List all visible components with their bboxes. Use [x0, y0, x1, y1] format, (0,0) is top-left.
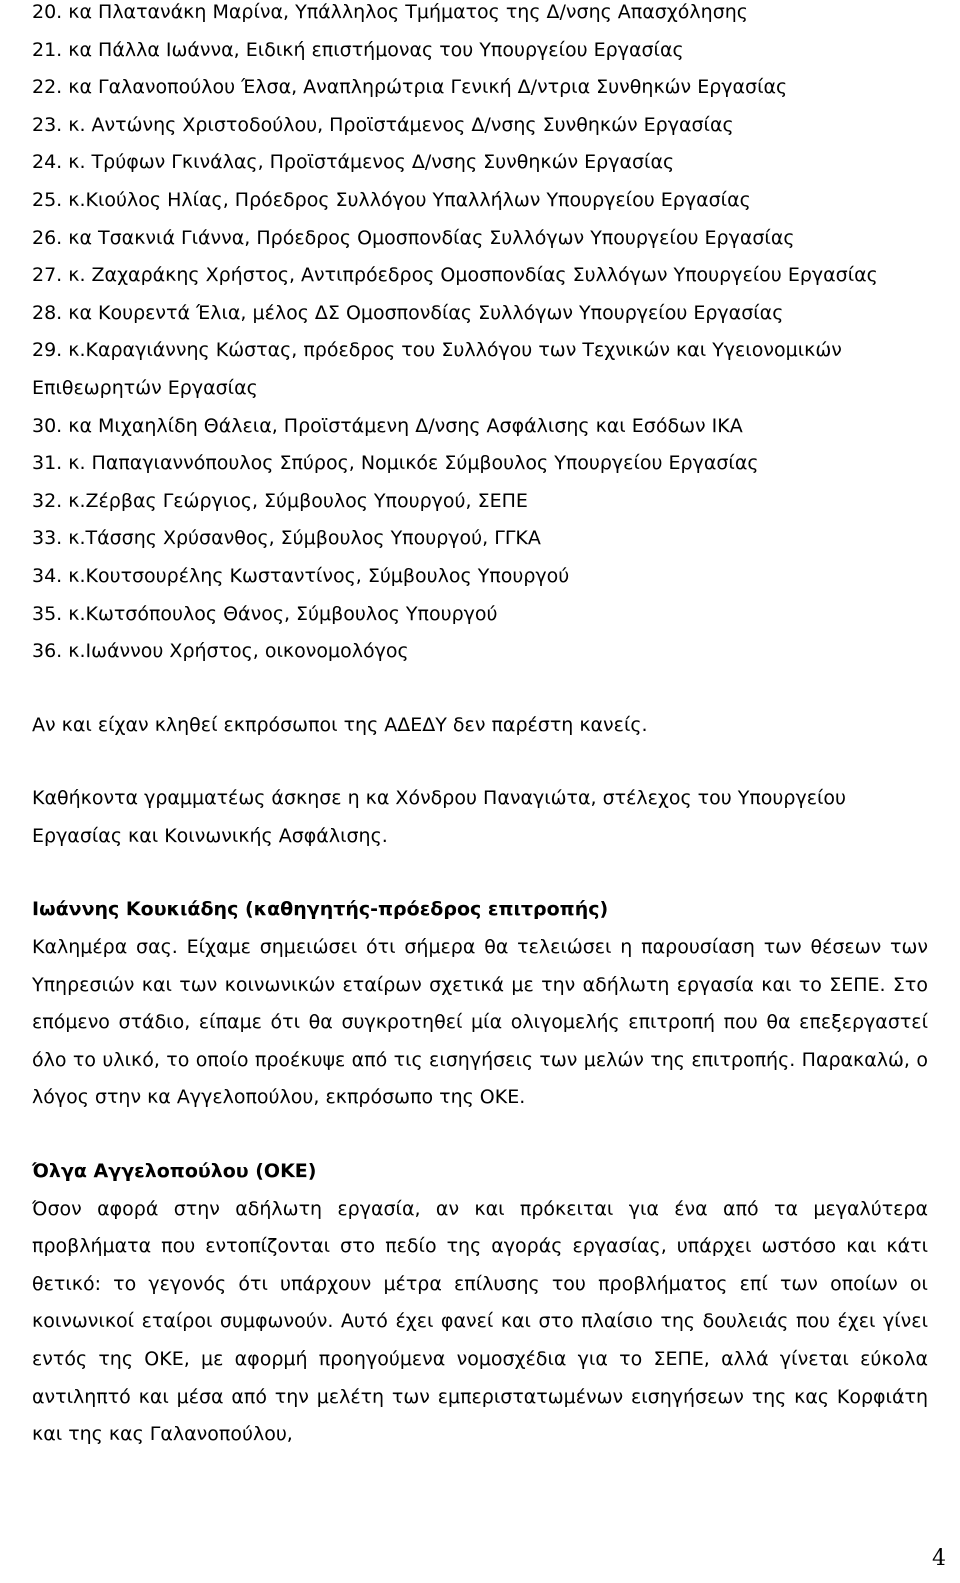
list-item: 23. κ. Αντώνης Χριστοδούλου, Προϊστάμενος Δ/νσης Συνθηκών Εργασίας: [32, 113, 734, 136]
attendee-list: [32, 0, 928, 671]
list-item: 35. κ.Κωτσόπουλος Θάνος, Σύμβουλος Υπουργού: [32, 602, 498, 625]
page-number: 4: [932, 1546, 946, 1571]
list-item: 27. κ. Ζαχαράκης Χρήστος, Αντιπρόεδρος Ομοσπονδίας Συλλόγων Υπουργείου Εργασίας: [32, 264, 878, 287]
speaker-text: Όσον αφορά στην αδήλωτη εργασία, αν και πρόκειται για ένα από τα μεγαλύτερα προβλήματα που εντοπίζονται στο πεδίο της αγοράς εργασίας, υπάρχει ωστόσο και κάτι θετικό: το γεγονός ότι υπάρχουν μέτρα επίλυσης του προβλήματος επί των οποίων οι κοινωνικοί εταίροι συμφωνούν. Αυτό έχει φανεί και στο πλαίσιο της δουλειάς που έχει γίνει εντός της ΟΚΕ, με αφορμή προηγούμενα νομοσχέδια για το ΣΕΠΕ, αλλά γίνεται εύκολα αντιληπτό και μέσα από την μελέτη των εμπεριστατωμένων εισηγήσεων της κας Κορφιάτη και της κας Γαλανοπούλου,: [32, 1197, 928, 1446]
list-item: 21. κα Πάλλα Ιωάννα, Ειδική επιστήμονας του Υπουργείου Εργασίας: [32, 38, 684, 61]
list-item: 31. κ. Παπαγιαννόπουλος Σπύρος, Νομικόε Σύμβουλος Υπουργείου Εργασίας: [32, 452, 759, 475]
list-item: 29. κ.Καραγιάννης Κώστας, πρόεδρος του Συλλόγου των Τεχνικών και Υγειονομικών Επιθεωρητών Εργασίας: [32, 339, 842, 399]
note-secretary: Καθήκοντα γραμματέως άσκησε η κα Χόνδρου Παναγιώτα, στέλεχος του Υπουργείου Εργασίας και Κοινωνικής Ασφάλισης.: [32, 787, 847, 847]
list-item: 30. κα Μιχαηλίδη Θάλεια, Προϊστάμενη Δ/νσης Ασφάλισης και Εσόδων ΙΚΑ: [32, 414, 743, 437]
note-absent: Αν και είχαν κληθεί εκπρόσωποι της ΑΔΕΔΥ δεν παρέστη κανείς.: [32, 713, 648, 736]
list-item: 25. κ.Κιούλος Ηλίας, Πρόεδρος Συλλόγου Υπαλλήλων Υπουργείου Εργασίας: [32, 188, 751, 211]
list-item: 26. κα Τσακνιά Γιάννα, Πρόεδρος Ομοσπονδίας Συλλόγων Υπουργείου Εργασίας: [32, 226, 795, 249]
document-page: [32, 0, 928, 1454]
speaker-text: Καλημέρα σας. Είχαμε σημειώσει ότι σήμερα θα τελειώσει η παρουσίαση των θέσεων των Υπηρεσιών και των κοινωνικών εταίρων σχετικά με την αδήλωτη εργασία και το ΣΕΠΕ. Στο επόμενο στάδιο, είπαμε ότι θα συγκροτηθεί μία ολιγομελής επιτροπή που θα επεξεργαστεί όλο το υλικό, το οποίο προέκυψε από τις εισηγήσεις των μελών της επιτροπής. Παρακαλώ, ο λόγος στην κα Αγγελοπούλου, εκπρόσωπο της ΟΚΕ.: [32, 936, 928, 1109]
list-item: 32. κ.Ζέρβας Γεώργιος, Σύμβουλος Υπουργού, ΣΕΠΕ: [32, 489, 528, 512]
list-item: 22. κα Γαλανοπούλου Έλσα, Αναπληρώτρια Γενική Δ/ντρια Συνθηκών Εργασίας: [32, 76, 788, 99]
speaker-name: Όλγα Αγγελοπούλου (ΟΚΕ): [32, 1160, 317, 1183]
list-item: 33. κ.Τάσσης Χρύσανθος, Σύμβουλος Υπουργού, ΓΓΚΑ: [32, 527, 541, 550]
list-item: 34. κ.Κουτσουρέλης Κωσταντίνος, Σύμβουλος Υπουργού: [32, 564, 570, 587]
list-item: 24. κ. Τρύφων Γκινάλας, Προϊστάμενος Δ/νσης Συνθηκών Εργασίας: [32, 151, 675, 174]
list-item: 36. κ.Ιωάννου Χρήστος, οικονομολόγος: [32, 640, 409, 663]
list-item: 20. κα Πλατανάκη Μαρίνα, Υπάλληλος Τμήματος της Δ/νσης Απασχόλησης: [32, 1, 748, 23]
speaker-name: Ιωάννης Κουκιάδης (καθηγητής-πρόεδρος επιτροπής): [32, 898, 609, 921]
list-item: 28. κα Κουρεντά Έλια, μέλος ΔΣ Ομοσπονδίας Συλλόγων Υπουργείου Εργασίας: [32, 301, 784, 324]
